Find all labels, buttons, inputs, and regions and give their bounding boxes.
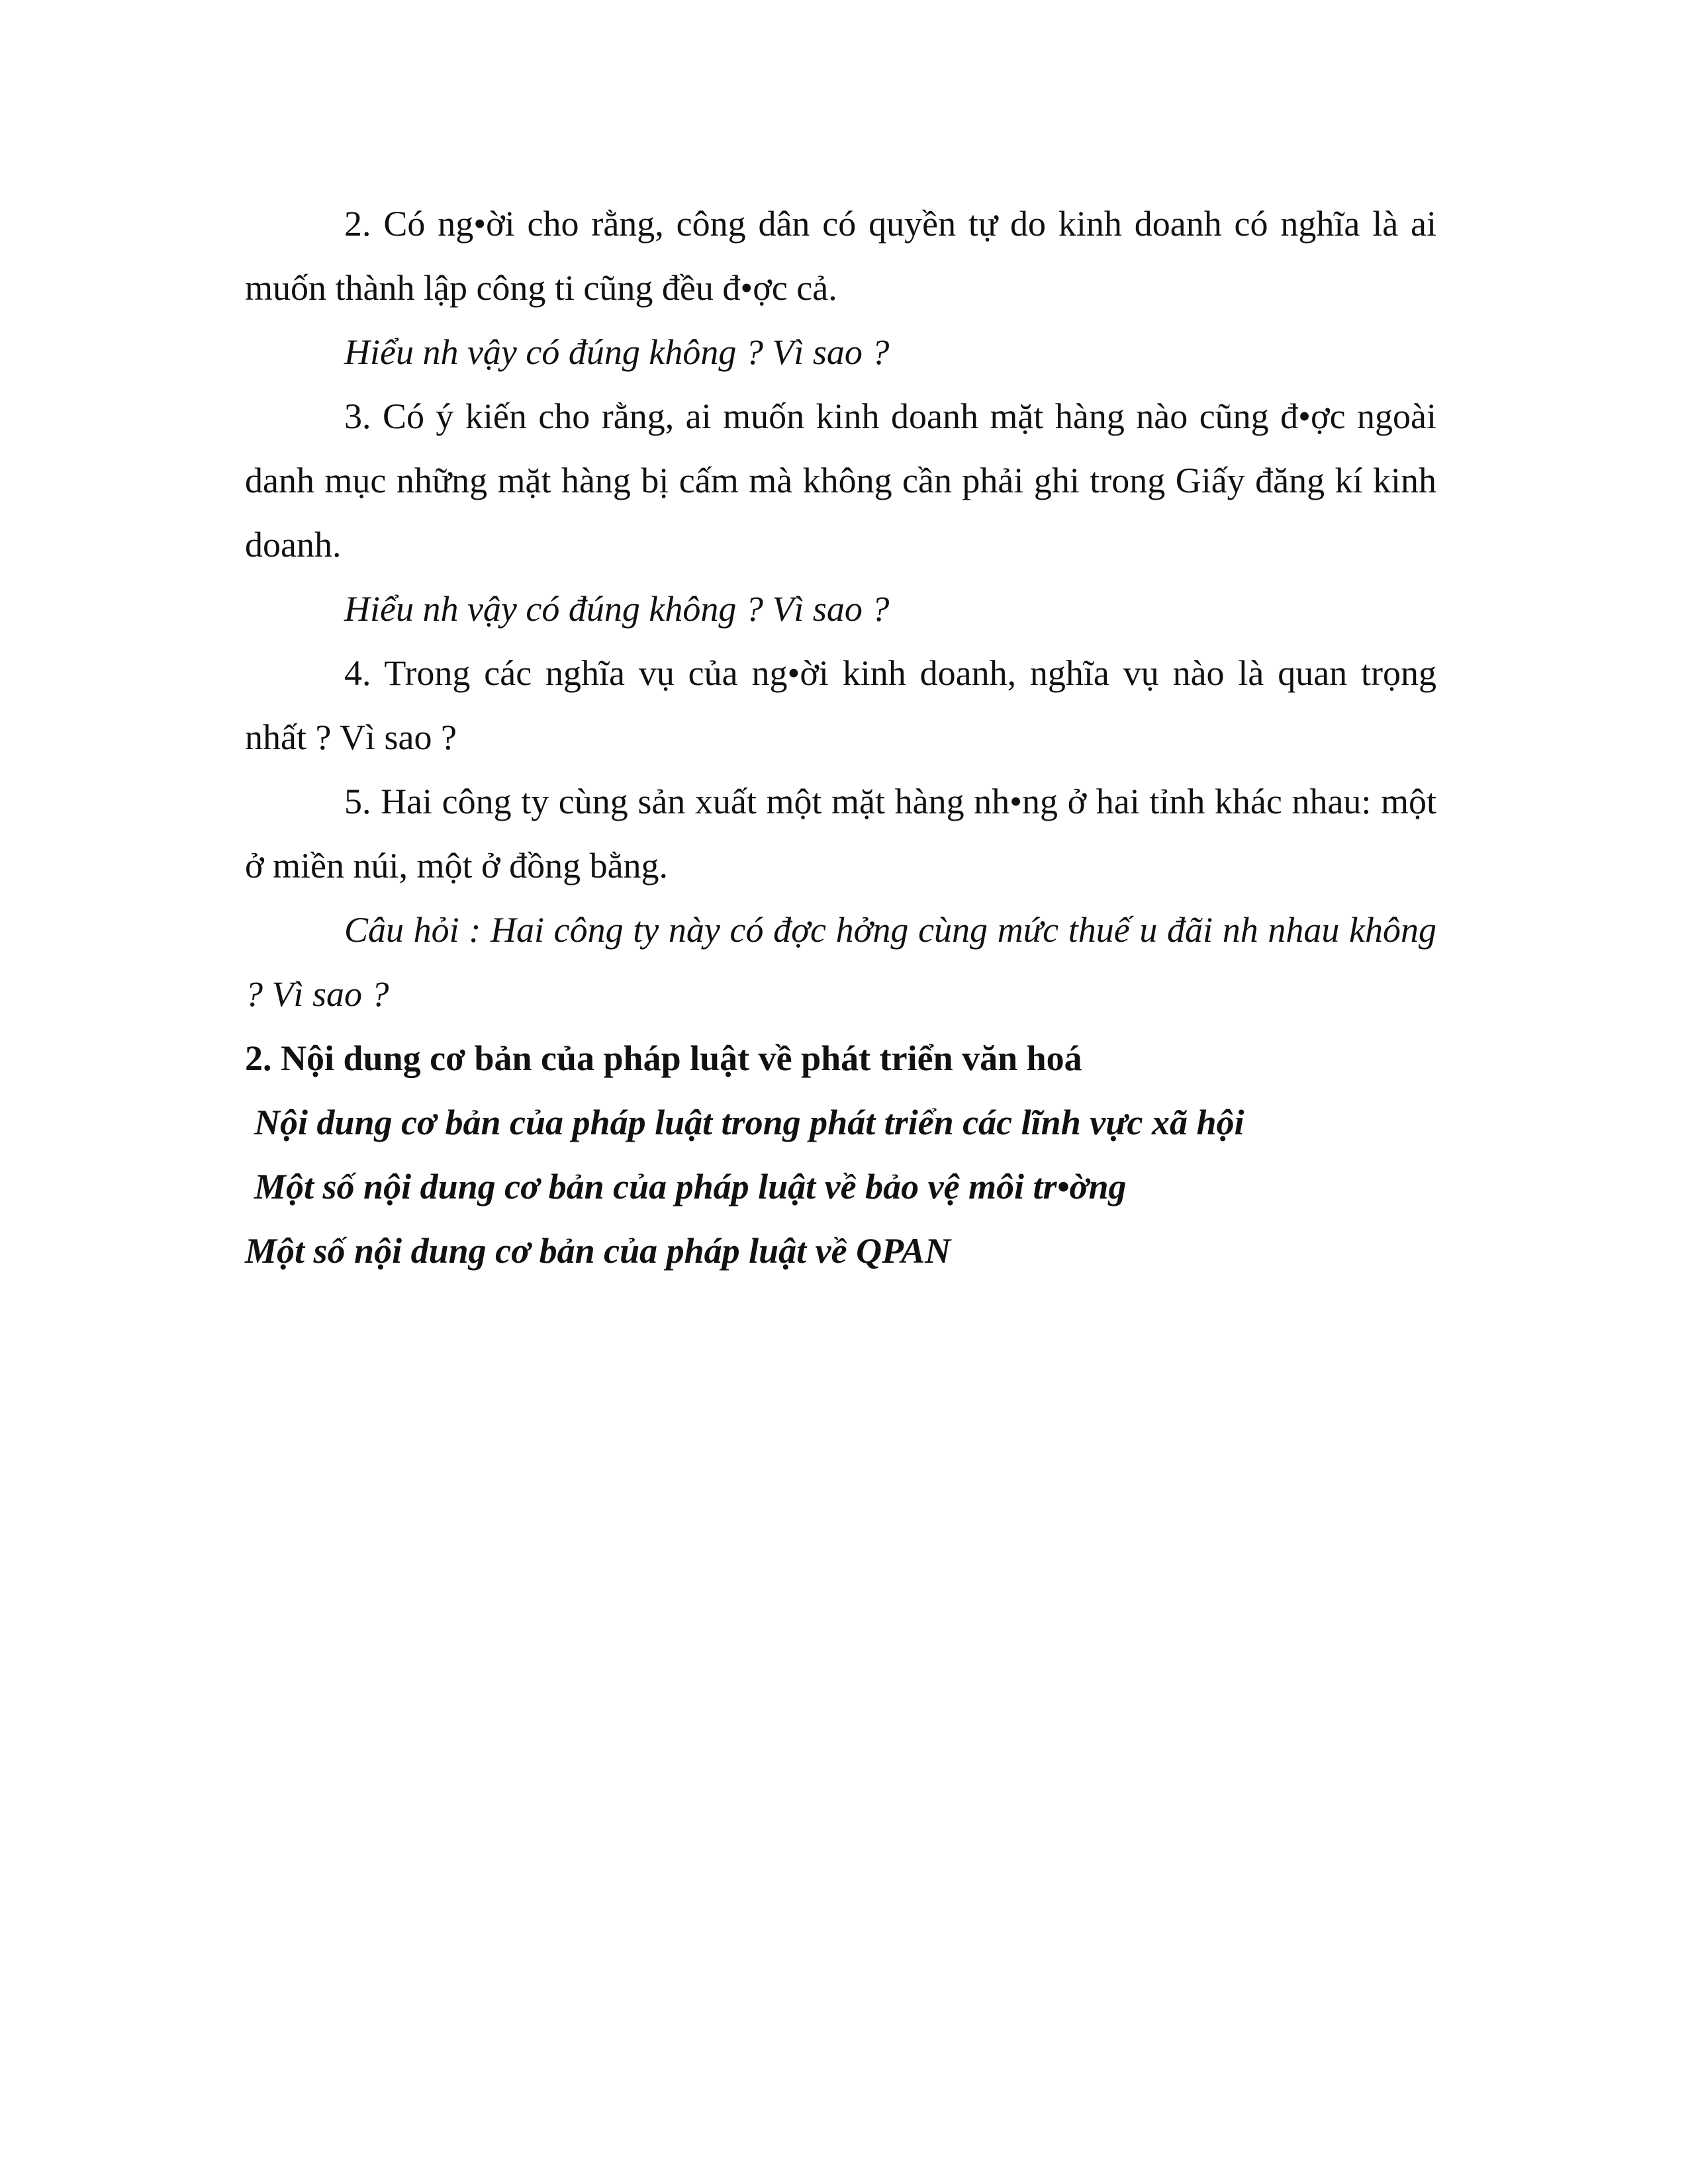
question-2-text: 2. Có ng•ời cho rằng, công dân có quyền tự do kinh doanh có nghĩa là ai muốn thành lập công ti cũng đều đ•ợc cả. — [245, 204, 1436, 308]
question-5-prompt: Câu hỏi : Hai công ty này có đợc hởng cùng mức thuế u đãi nh nhau không ? Vì sao ? — [245, 910, 1436, 1014]
question-5-text: 5. Hai công ty cùng sản xuất một mặt hàng nh•ng ở hai tỉnh khác nhau: một ở miền núi, một ở đồng bằng. — [245, 782, 1436, 886]
page-content — [245, 192, 1436, 1283]
section-heading: 2. Nội dung cơ bản của pháp luật về phát triển văn hoá — [245, 1038, 1082, 1078]
subheading-social-fields: Nội dung cơ bản của pháp luật trong phát triển các lĩnh vực xã hội — [254, 1103, 1244, 1142]
question-3-prompt: Hiểu nh vậy có đúng không ? Vì sao ? — [344, 589, 890, 629]
subheading-defense: Một số nội dung cơ bản của pháp luật về QPAN — [245, 1231, 951, 1271]
question-4-text: 4. Trong các nghĩa vụ của ng•ời kinh doanh, nghĩa vụ nào là quan trọng nhất ? Vì sao ? — [245, 653, 1436, 757]
question-2-prompt: Hiểu nh vậy có đúng không ? Vì sao ? — [344, 332, 890, 372]
question-3-text: 3. Có ý kiến cho rằng, ai muốn kinh doanh mặt hàng nào cũng đ•ợc ngoài danh mục những mặt hàng bị cấm mà không cần phải ghi trong Giấy đăng kí kinh doanh. — [245, 396, 1436, 565]
subheading-environment: Một số nội dung cơ bản của pháp luật về bảo vệ môi tr•ờng — [254, 1167, 1127, 1206]
